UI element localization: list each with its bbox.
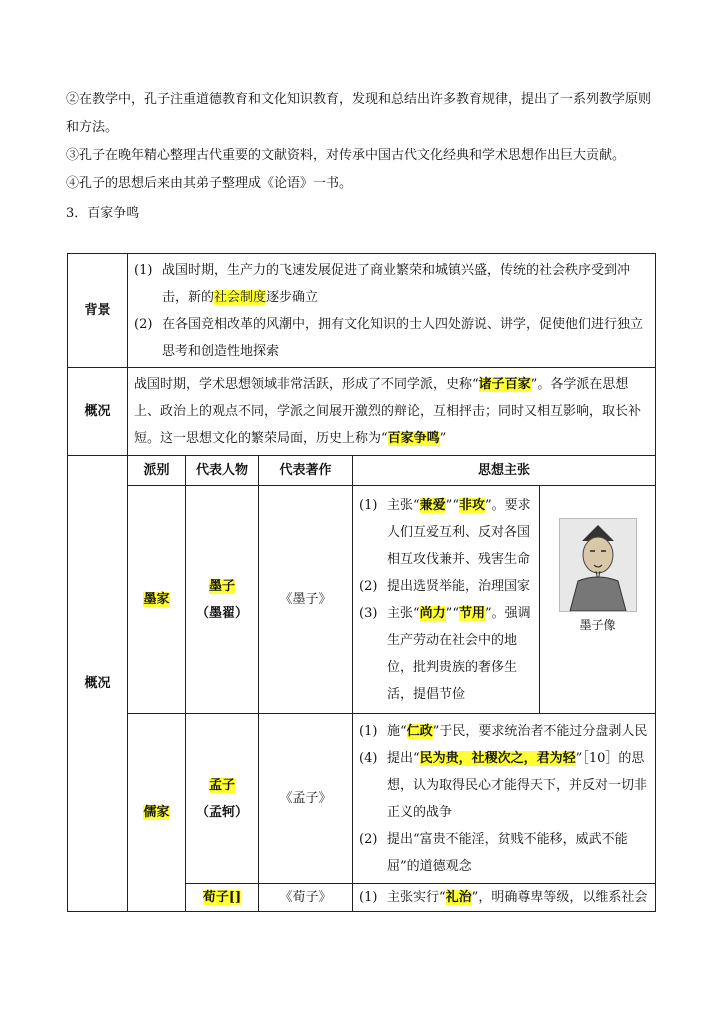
overview-label: 概况 — [68, 368, 128, 456]
xunzi-point-1: (1) 主张实行“礼治”，明确尊卑等级，以维系社会 — [359, 890, 648, 905]
mozi-portrait-caption: 墨子像 — [579, 618, 616, 632]
mohism-point-3: (3) 主张“尚力”“节用”。强调生产劳动在社会中的地位，批判贵族的奢侈生活，提倡节俭 — [359, 605, 531, 702]
mohism-thought — [353, 486, 540, 714]
header-school: 派别 — [128, 456, 186, 486]
xunzi-thought — [353, 884, 656, 912]
overview-cell: 战国时期，学术思想领域非常活跃，形成了不同学派，史称“诸子百家”。各学派在思想上、政治上的观点不同，学派之间展开激烈的辩论，互相抨击；同时又相互影响，取长补短。这一思想文化的繁荣局面，历史上称为“百家争鸣” — [128, 368, 656, 456]
person-xunzi: 荀子[] — [186, 884, 259, 912]
background-label: 背景 — [68, 254, 128, 368]
school-confucianism: 儒家 — [128, 714, 186, 912]
work-xunzi: 《荀子》 — [259, 884, 353, 912]
mencius-thought — [353, 714, 656, 884]
background-item-2: (2) 在各国竞相改革的风潮中，拥有文化知识的士人四处游说、讲学，促使他们进行独立思考和创造性地探索 — [134, 316, 644, 359]
paragraph-4: ④孔子的思想后来由其弟子整理成《论语》一书。 — [66, 176, 353, 191]
highlight-baijia-zhengming: 百家争鸣 — [387, 431, 440, 446]
person-mozi: 墨子 （墨翟） — [186, 486, 259, 714]
mencius-point-1: (1) 施“仁政”于民，要求统治者不能过分盘剥人民 — [359, 723, 648, 739]
school-mohism: 墨家 — [128, 486, 186, 714]
overview-label-2: 概况 — [68, 456, 128, 912]
background-item-1: (1) 战国时期，生产力的飞速发展促进了商业繁荣和城镇兴盛，传统的社会秩序受到冲击，新的社会制度逐步确立 — [134, 262, 631, 305]
work-mozi: 《墨子》 — [259, 486, 353, 714]
work-mencius: 《孟子》 — [259, 714, 353, 884]
section-title: 3．百家争鸣 — [66, 206, 140, 221]
header-person: 代表人物 — [186, 456, 259, 486]
mencius-point-4: (4) 提出“民为贵，社稷次之，君为轻”［10］的思想，认为取得民心才能得天下，并反对一切非正义的战争 — [359, 750, 648, 820]
background-cell — [128, 254, 656, 368]
mohism-point-1: (1) 主张“兼爱”“非攻”。要求人们互爱互利、反对各国相互攻伐兼并、残害生命 — [359, 497, 531, 567]
person-mencius: 孟子 （孟轲） — [186, 714, 259, 884]
header-work: 代表著作 — [259, 456, 353, 486]
header-thought: 思想主张 — [353, 456, 656, 486]
mozi-portrait-image — [559, 518, 637, 612]
hundred-schools-table — [67, 253, 656, 912]
highlight-social-system: 社会制度 — [214, 289, 267, 305]
mencius-point-2: (2) 提出“富贵不能淫，贫贱不能移，威武不能屈”的道德观念 — [359, 831, 628, 874]
mohism-point-2: (2) 提出选贤举能，治理国家 — [359, 578, 531, 594]
highlight-zhuzi-baijia: 诸子百家 — [478, 377, 531, 392]
paragraph-2: ②在教学中，孔子注重道德教育和文化知识教育，发现和总结出许多教育规律，提出了一系列教学原则和方法。 — [66, 92, 652, 135]
paragraph-3: ③孔子在晚年精心整理古代重要的文献资料，对传承中国古代文化经典和学术思想作出巨大贡献。 — [66, 148, 626, 163]
mozi-portrait-cell — [540, 486, 656, 714]
